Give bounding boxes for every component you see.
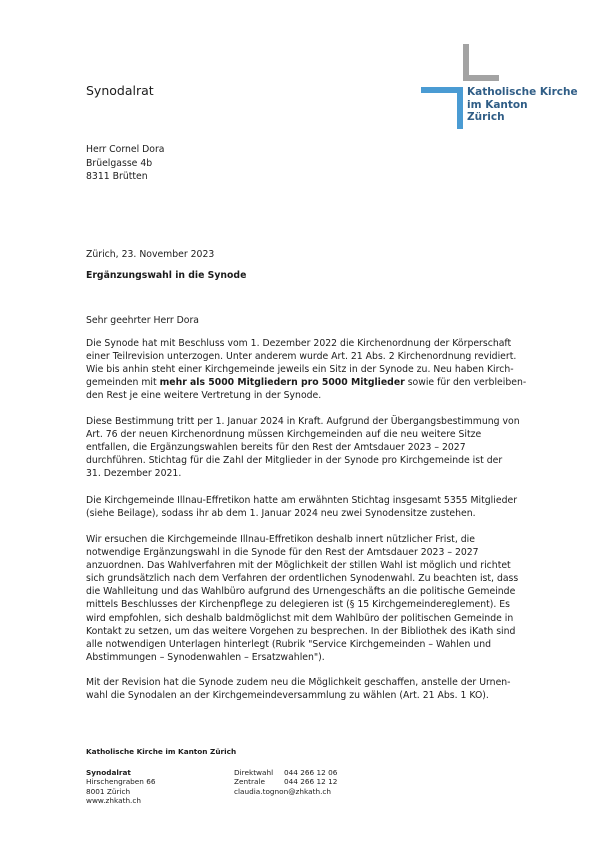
- emphasis-text: mehr als 5000 Mitgliedern pro 5000 Mitglieder: [159, 377, 405, 389]
- text-fragment: gemeinden mit: [86, 377, 160, 389]
- text-line: anzuordnen. Das Wahlverfahren mit der Möglichkeit der stillen Wahl ist möglich und richtet: [86, 560, 511, 572]
- contact-label: Direktwahl: [234, 768, 274, 777]
- recipient-address: [86, 143, 165, 184]
- text-line: wird empfohlen, sich deshalb baldmöglichst mit dem Wahlbüro der politischen Gemeinde in: [86, 612, 514, 624]
- text-line: Diese Bestimmung tritt per 1. Januar 2024 in Kraft. Aufgrund der Übergangsbestimmung von: [86, 416, 520, 427]
- salutation: Sehr geehrter Herr Dora: [86, 315, 200, 326]
- contact-row: [234, 787, 337, 796]
- address-line: Herr Cornel Dora: [86, 144, 165, 155]
- logo-wordmark: [467, 86, 578, 124]
- letter-date: Zürich, 23. November 2023: [86, 249, 215, 260]
- body-paragraph-2: [86, 415, 520, 480]
- text-line: Die Kirchgemeinde Illnau-Effretikon hatte am erwähnten Stichtag insgesamt 5355 Mitglieder: [86, 495, 518, 506]
- footer-contact: [234, 768, 337, 796]
- contact-row: [234, 768, 337, 777]
- address-line: Brüelgasse 4b: [86, 157, 153, 169]
- footer-website-link[interactable]: www.zhkath.ch: [86, 796, 142, 806]
- text-line: entfallen, die Ergänzungswahlen bereits für den Rest der Amtsdauer 2023 – 2027: [86, 442, 466, 454]
- body-paragraph-5: [86, 676, 516, 702]
- text-line: mittels Beschlusses der Kirchenpflege zu delegieren ist (§ 15 Kirchgemeindereglement). Es: [86, 599, 511, 611]
- text-line: durchführen. Stichtag für die Zahl der Mitglieder in der Synode pro Kirchgemeinde ist der: [86, 455, 503, 467]
- text-line: [86, 376, 527, 389]
- text-line: Die Synode hat mit Beschluss vom 1. Dezember 2022 die Kirchenordnung der Körperschaft: [86, 338, 512, 349]
- body-paragraph-1: [86, 337, 527, 402]
- footer-line: Synodalrat: [86, 768, 131, 777]
- sender-name: Synodalrat: [86, 83, 154, 98]
- footer-line: Hirschengraben 66: [86, 777, 156, 787]
- text-line: (siehe Beilage), sodass ihr ab dem 1. Januar 2024 neu zwei Synodensitze zustehen.: [86, 508, 476, 520]
- text-line: notwendige Ergänzungswahl in die Synode für den Rest der Amtsdauer 2023 – 2027: [86, 547, 479, 559]
- text-line: 31. Dezember 2021.: [86, 468, 182, 480]
- church-logo: [418, 44, 578, 134]
- text-line: Wir ersuchen die Kirchgemeinde Illnau-Effretikon deshalb innert nützlicher Frist, die: [86, 534, 475, 545]
- contact-value: 044 266 12 06: [284, 768, 338, 777]
- address-line: 8311 Brütten: [86, 171, 148, 182]
- footer-address: [86, 768, 156, 806]
- footer-line: 8001 Zürich: [86, 786, 131, 796]
- text-line: Abstimmungen – Synodenwahlen – Ersatzwahlen").: [86, 651, 325, 663]
- text-line: sich grundsätzlich nach dem Verfahren der ordentlichen Synodenwahl. Zu beachten ist, dass: [86, 573, 519, 585]
- text-line: den Rest je eine weitere Vertretung in der Synode.: [86, 390, 322, 402]
- text-line: Mit der Revision hat die Synode zudem neu die Möglichkeit geschaffen, anstelle der Urnen-: [86, 677, 511, 688]
- text-line: einer Teilrevision unterzogen. Unter anderem wurde Art. 21 Abs. 2 Kirchenordnung revidiert.: [86, 351, 517, 363]
- text-line: Wie bis anhin steht einer Kirchgemeinde jeweils ein Sitz in der Synode zu. Neu haben Kirch-: [86, 364, 514, 376]
- text-line: die Wahlleitung und das Wahlbüro aufgrund des Urnengeschäfts an die politische Gemeinde: [86, 586, 516, 598]
- logo-line: im Kanton: [467, 98, 528, 111]
- logo-line: Katholische Kirche: [467, 86, 578, 98]
- body-paragraph-3: [86, 494, 516, 520]
- letter-subject: Ergänzungswahl in die Synode: [86, 270, 247, 281]
- contact-email-link[interactable]: claudia.tognon@zhkath.ch: [234, 786, 332, 796]
- text-line: Kontakt zu setzen, um das weitere Vorgehen zu besprechen. In der Bibliothek des iKath sind: [86, 625, 516, 637]
- body-paragraph-4: [86, 533, 519, 664]
- footer-organization: Katholische Kirche im Kanton Zürich: [86, 747, 237, 756]
- contact-row: [234, 777, 337, 786]
- text-fragment: sowie für den verbleiben-: [404, 377, 527, 389]
- text-line: alle notwendigen Unterlagen hinterlegt (Rubrik "Service Kirchgemeinden – Wahlen und: [86, 638, 491, 650]
- logo-line: Zürich: [467, 111, 505, 123]
- text-line: wahl die Synodalen an der Kirchgemeindeversammlung zu wählen (Art. 21 Abs. 1 KO).: [86, 690, 489, 702]
- contact-label: Zentrale: [234, 777, 265, 787]
- text-line: Art. 76 der neuen Kirchenordnung müssen Kirchgemeinden auf die neu weitere Sitze: [86, 429, 482, 441]
- contact-value: 044 266 12 12: [284, 777, 338, 787]
